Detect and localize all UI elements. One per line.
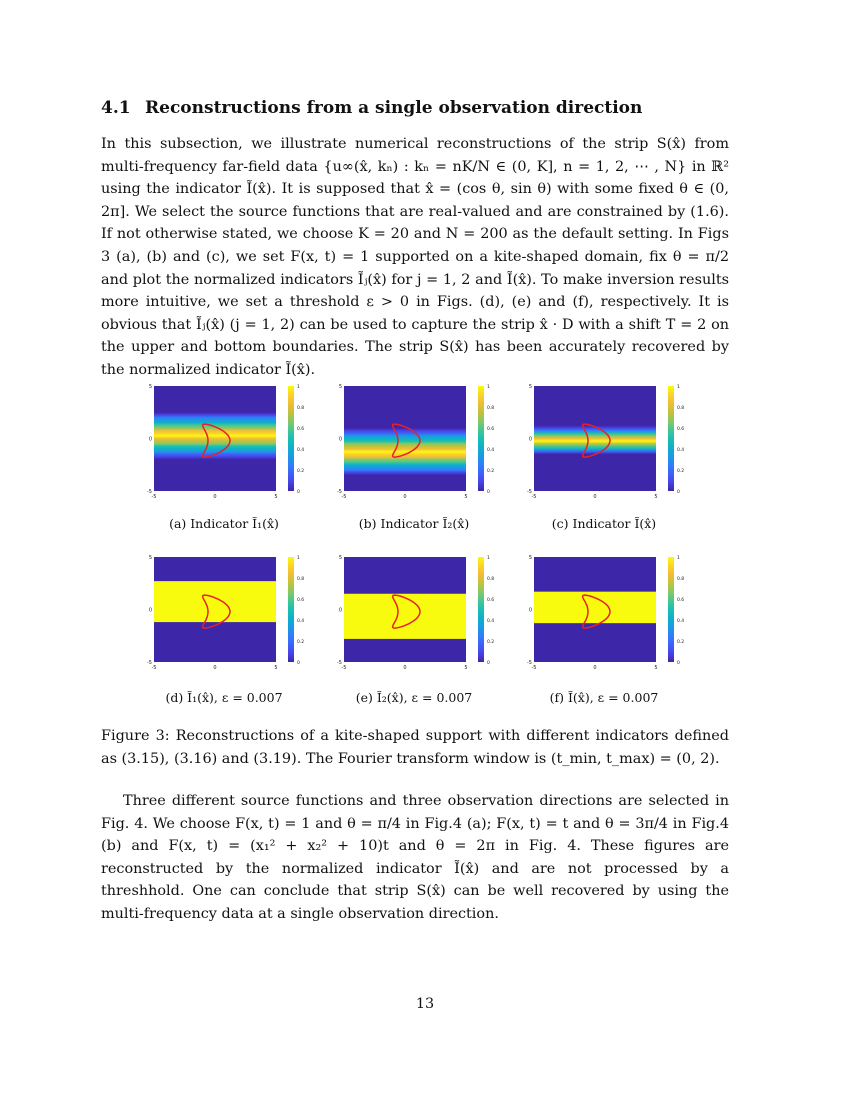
colorbar-tick-label: 1: [487, 556, 490, 561]
indicator-field: [344, 386, 466, 491]
figure-panel-e: [334, 553, 514, 683]
x-tick-label: 5: [274, 494, 278, 500]
figure-caption: Figure 3: Reconstructions of a kite-shaped support with different indicators defined as (3.15), (3.16) and (3.19). The Fourier transform window is (t_min, t_max) = (0, 2).: [101, 728, 729, 767]
indicator-field: [534, 386, 656, 491]
colorbar-tick-label: 0: [487, 661, 490, 666]
colorbar-tick-label: 0.6: [487, 427, 495, 432]
y-tick-label: 5: [148, 555, 152, 561]
y-tick-label: -5: [147, 489, 152, 495]
y-tick-label: -5: [527, 660, 532, 666]
colorbar-tick-label: 0.4: [487, 619, 495, 624]
x-tick-label: 5: [274, 665, 278, 671]
plot-d: [144, 553, 324, 683]
colorbar-tick-label: 1: [297, 556, 300, 561]
subcaption-b: (b) Indicator Ĩ₂(x̂): [358, 516, 470, 531]
colorbar-tick-label: 0.2: [487, 640, 495, 645]
colorbar-tick-label: 0.2: [487, 469, 495, 474]
y-tick-label: 0: [148, 607, 152, 614]
colorbar-tick-label: 0.6: [677, 598, 685, 603]
colorbar-tick-label: 0.2: [677, 469, 685, 474]
x-tick-label: -5: [151, 665, 157, 671]
colorbar-tick-label: 0.8: [487, 406, 495, 411]
y-tick-label: -5: [337, 660, 342, 666]
plot-f: [524, 553, 704, 683]
x-tick-label: 0: [403, 494, 407, 500]
section-title: Reconstructions from a single observation direction: [145, 98, 643, 118]
section-heading: [101, 98, 642, 118]
y-tick-label: 5: [338, 555, 342, 561]
x-tick-label: 0: [593, 494, 597, 500]
y-tick-label: -5: [147, 660, 152, 666]
x-tick-label: 5: [464, 494, 468, 500]
y-tick-label: 0: [338, 607, 342, 614]
thresholded-strip: [534, 592, 656, 624]
figure-panel-a: [144, 382, 324, 512]
subcaption-e: (e) Ĩ₂(x̂), ε = 0.007: [355, 690, 473, 705]
figure-panel-f: [524, 553, 704, 683]
x-tick-label: -5: [531, 665, 537, 671]
colorbar-tick-label: 0.4: [297, 619, 305, 624]
colorbar-tick-label: 0: [297, 490, 300, 495]
y-tick-label: 5: [338, 384, 342, 390]
x-tick-label: 5: [654, 494, 658, 500]
subcaption-f: (f) Ĩ(x̂), ε = 0.007: [549, 690, 659, 705]
colorbar-tick-label: 0.8: [677, 577, 685, 582]
colorbar-tick-label: 0.8: [677, 406, 685, 411]
thresholded-strip: [344, 594, 466, 639]
figure-panel-b: [334, 382, 514, 512]
colorbar-tick-label: 0: [297, 661, 300, 666]
thresholded-strip: [154, 581, 276, 622]
colorbar-tick-label: 0.2: [297, 640, 305, 645]
y-tick-label: 5: [528, 555, 532, 561]
section-number: 4.1: [101, 98, 131, 118]
subcaption-a: (a) Indicator Ĩ₁(x̂): [169, 516, 279, 531]
page-number: 13: [415, 996, 435, 1012]
x-tick-label: -5: [341, 665, 347, 671]
colorbar-tick-label: 0.6: [487, 598, 495, 603]
colorbar-tick-label: 0.6: [297, 598, 305, 603]
subcaption-c: (c) Indicator Ĩ(x̂): [551, 516, 657, 531]
y-tick-label: -5: [337, 489, 342, 495]
x-tick-label: 0: [213, 665, 217, 671]
x-tick-label: 5: [654, 665, 658, 671]
plot-a: [144, 382, 324, 512]
x-tick-label: 5: [464, 665, 468, 671]
indicator-field: [154, 386, 276, 491]
y-tick-label: 5: [148, 384, 152, 390]
plot-b: [334, 382, 514, 512]
colorbar-tick-label: 0.4: [297, 448, 305, 453]
colorbar-tick-label: 0.2: [677, 640, 685, 645]
colorbar: [288, 557, 294, 662]
colorbar-tick-label: 0.8: [297, 577, 305, 582]
colorbar-tick-label: 1: [677, 385, 680, 390]
colorbar-tick-label: 0.4: [487, 448, 495, 453]
colorbar: [668, 557, 674, 662]
x-tick-label: -5: [151, 494, 157, 500]
x-tick-label: 0: [593, 665, 597, 671]
colorbar: [668, 386, 674, 491]
colorbar-tick-label: 0: [677, 490, 680, 495]
x-tick-label: 0: [213, 494, 217, 500]
colorbar-tick-label: 0.6: [297, 427, 305, 432]
subcaption-d: (d) Ĩ₁(x̂), ε = 0.007: [165, 690, 283, 705]
colorbar-tick-label: 0.6: [677, 427, 685, 432]
colorbar-tick-label: 1: [297, 385, 300, 390]
colorbar-tick-label: 0.4: [677, 619, 685, 624]
y-tick-label: 5: [528, 384, 532, 390]
intro-paragraph: In this subsection, we illustrate numerical reconstructions of the strip S(x̂) from multi-frequency far-field data {u∞(x̂, kₙ) : kₙ = nK/N ∈ (0, K], n = 1, 2, ⋯ , N} in ℝ² using the indicator Ĩ(x̂). It is supposed that x̂ = (cos θ, sin θ) with some fixed θ ∈ (0, 2π]. We select the source functions that are real-valued and are constrained by (1.6). If not otherwise stated, we choose K = 20 and N = 200 as the default setting. In Figs 3 (a), (b) and (c), we set F(x, t) = 1 supported on a kite-shaped domain, fix θ = π/2 and plot the normalized indicators Ĩⱼ(x̂) for j = 1, 2 and Ĩ(x̂). To make inversion results more intuitive, we set a threshold ε > 0 in Figs. (d), (e) and (f), respectively. It is obvious that Ĩⱼ(x̂) (j = 1, 2) can be used to capture the strip x̂ · D with a shift T = 2 on the upper and bottom boundaries. The strip S(x̂) has been accurately recovered by the normalized indicator Ĩ(x̂).: [101, 136, 729, 378]
colorbar-tick-label: 0: [677, 661, 680, 666]
colorbar-tick-label: 0.8: [297, 406, 305, 411]
plot-e: [334, 553, 514, 683]
figure-panel-d: [144, 553, 324, 683]
colorbar-tick-label: 1: [677, 556, 680, 561]
colorbar-tick-label: 0.8: [487, 577, 495, 582]
figure-panel-c: [524, 382, 704, 512]
plot-c: [524, 382, 704, 512]
colorbar: [478, 557, 484, 662]
colorbar-tick-label: 1: [487, 385, 490, 390]
y-tick-label: 0: [338, 436, 342, 443]
y-tick-label: 0: [528, 607, 532, 614]
x-tick-label: -5: [531, 494, 537, 500]
colorbar-tick-label: 0.2: [297, 469, 305, 474]
x-tick-label: -5: [341, 494, 347, 500]
colorbar-tick-label: 0.4: [677, 448, 685, 453]
colorbar-tick-label: 0: [487, 490, 490, 495]
colorbar: [478, 386, 484, 491]
colorbar: [288, 386, 294, 491]
y-tick-label: 0: [148, 436, 152, 443]
y-tick-label: 0: [528, 436, 532, 443]
x-tick-label: 0: [403, 665, 407, 671]
y-tick-label: -5: [527, 489, 532, 495]
second-paragraph: Three different source functions and three observation directions are selected in Fig. 4. We choose F(x, t) = 1 and θ = π/4 in Fig.4 (a); F(x, t) = t and θ = 3π/4 in Fig.4 (b) and F(x, t) = (x₁² + x₂² + 10)t and θ = 2π in Fig. 4. These figures are reconstructed by the normalized indicator Ĩ(x̂) and are not processed by a threshhold. One can conclude that strip S(x̂) can be well recovered by using the multi-frequency data at a single observation direction.: [101, 793, 729, 922]
